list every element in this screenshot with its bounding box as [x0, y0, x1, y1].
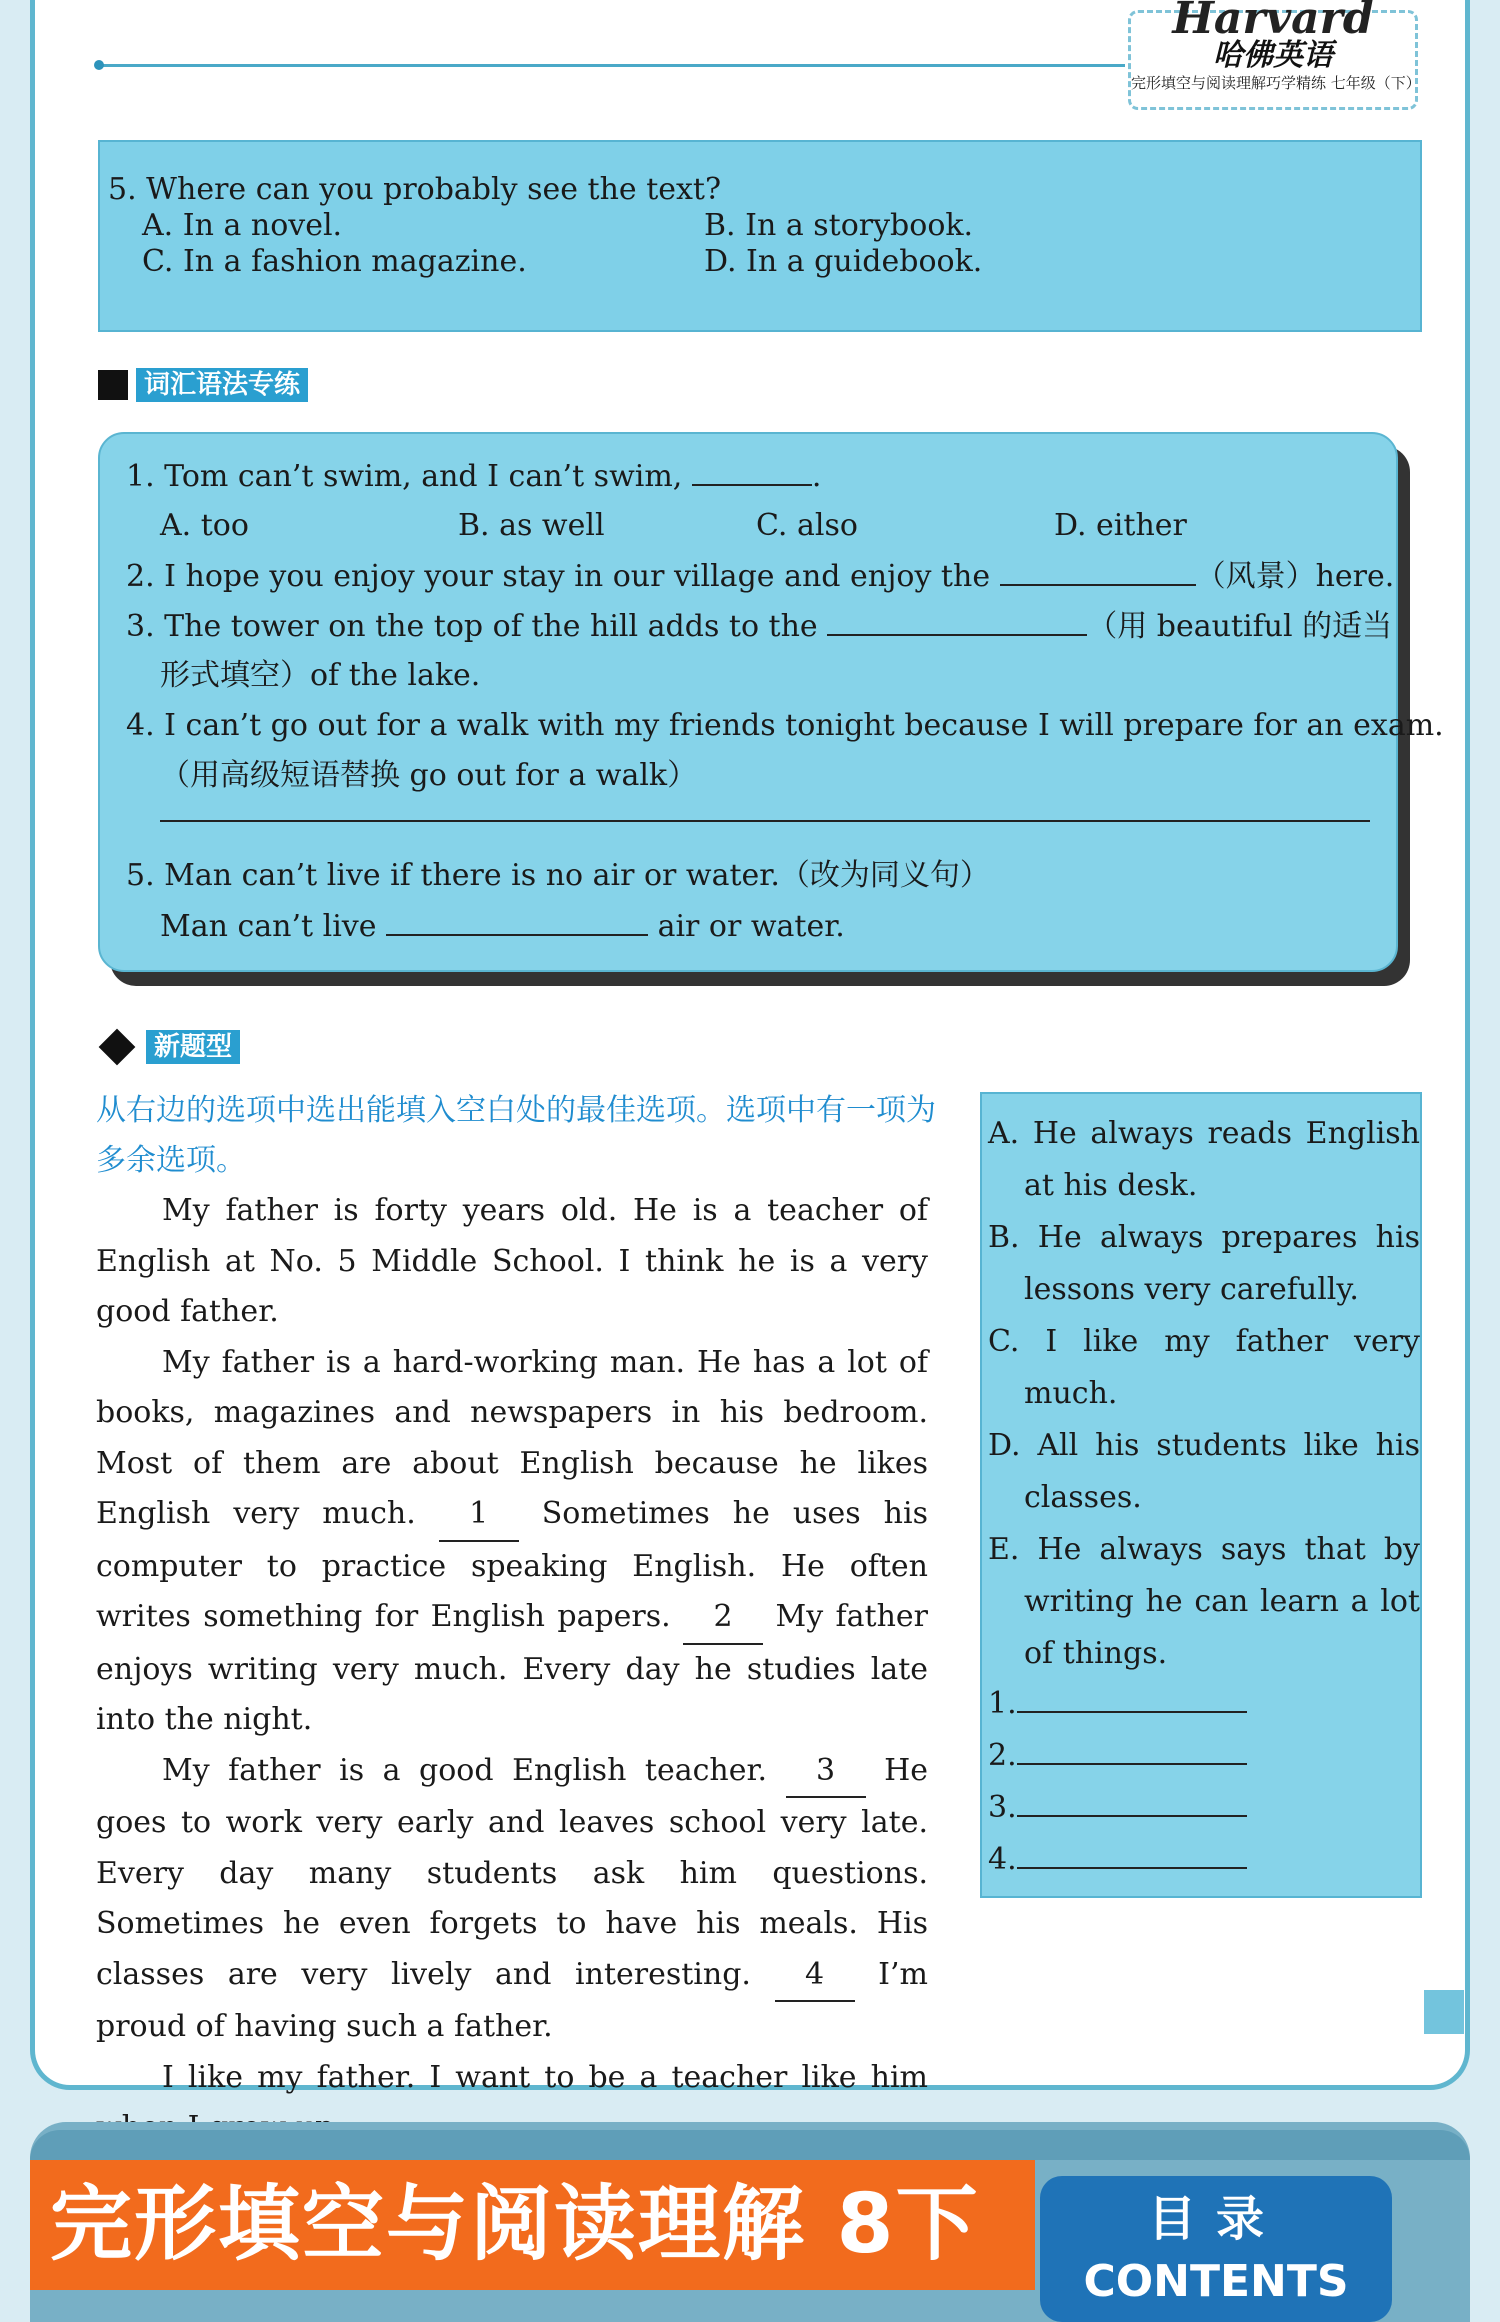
brand-chinese-name: 哈佛英语	[1213, 38, 1333, 73]
vocab-q1-option-a: A. too	[160, 508, 249, 543]
vocab-section-header	[98, 368, 308, 402]
diamond-bullet-icon	[99, 1029, 136, 1066]
question-5-text: 5. Where can you probably see the text?	[108, 172, 722, 207]
vocab-exercise-box	[98, 432, 1444, 972]
vocab-q1-option-d: D. either	[1054, 508, 1187, 543]
option-a: A. He always reads English at his desk.	[988, 1116, 1420, 1203]
q5-option-d: D. In a guidebook.	[704, 244, 983, 279]
option-b: B. He always prepares his lessons very carefully.	[988, 1220, 1420, 1307]
vocab-q1-option-c: C. also	[756, 508, 858, 543]
square-bullet-icon	[98, 370, 128, 400]
passage-blank-3: 3	[786, 1746, 866, 1799]
vocab-q3: 3. The tower on the top of the hill adds to the （用 beautiful 的适当	[126, 606, 1392, 647]
passage-blank-2: 2	[683, 1592, 763, 1645]
banner-strip	[30, 2130, 1470, 2160]
header-rule-dot	[94, 60, 104, 70]
option-d: D. All his students like his classes.	[988, 1428, 1420, 1515]
passage-paragraph-1: My father is forty years old. He is a teacher of English at No. 5 Middle School. I think he is a very good father.	[96, 1193, 928, 1329]
vocab-section-tag: 词汇语法专练	[136, 368, 308, 402]
contents-button[interactable]	[1040, 2176, 1392, 2322]
answer-line-3: 3.	[988, 1790, 1247, 1826]
vocab-q2: 2. I hope you enjoy your stay in our village and enjoy the （风景）here.	[126, 556, 1394, 597]
passage-paragraph-4: I like my father. I want to be a teacher like him	[162, 2059, 928, 2095]
vocab-q5: 5. Man can’t live if there is no air or water.（改为同义句）	[126, 858, 990, 893]
vocab-q1: 1. Tom can’t swim, and I can’t swim, .	[126, 456, 821, 497]
answer-blank	[1000, 556, 1196, 586]
answer-line-2: 2.	[988, 1738, 1247, 1774]
contents-label-en: CONTENTS	[1083, 2256, 1349, 2307]
option-c: C. I like my father very much.	[988, 1324, 1420, 1411]
answer-blank	[827, 606, 1087, 636]
answer-blank	[386, 906, 648, 936]
vocab-q5-answer: Man can’t live air or water.	[160, 906, 845, 947]
answer-line-4: 4.	[988, 1842, 1247, 1878]
answer-blank	[692, 456, 812, 486]
brand-logo: Harvard	[1172, 0, 1374, 44]
question-5-box	[98, 140, 1422, 332]
reading-passage	[96, 1186, 928, 2154]
vocab-q1-option-b: B. as well	[458, 508, 605, 543]
new-type-section-tag: 新题型	[146, 1030, 240, 1064]
q5-option-a: A. In a novel.	[142, 208, 343, 243]
passage-blank-1: 1	[439, 1489, 519, 1542]
vocab-q4-answer-line	[160, 820, 1370, 822]
option-e: E. He always says that by writing he can learn a lot of things.	[988, 1532, 1420, 1671]
vocab-q4: 4. I can’t go out for a walk with my friends tonight because I will prepare for an exam.	[126, 708, 1444, 743]
answer-options-box	[980, 1092, 1422, 1898]
passage-paragraph-2: My father is a hard-working man. He has a lot of books, magazines and newspapers in his bedroom. Most of them are about English because he likes English very much. 1 Sometimes he uses his computer to practice speaking English. He often writes something for English papers. 2 My father enjoys writing very much. Every day he studies late into the night.	[96, 1344, 929, 1737]
brand-subtitle: 完形填空与阅读理解巧学精练 七年级（下）	[1131, 74, 1421, 92]
new-type-section-header	[98, 1030, 240, 1064]
q5-option-c: C. In a fashion magazine.	[142, 244, 527, 279]
passage-paragraph-3: My father is a good English teacher. 3 He goes to work very early and leaves school very late. Every day many students ask him questions. Sometimes he even forgets to have his meals. His classes are very lively and interesting. 4 I’m proud of having such a father.	[96, 1746, 928, 2053]
passage-blank-4: 4	[775, 1950, 855, 2003]
answer-line-1: 1.	[988, 1686, 1247, 1722]
q5-option-b: B. In a storybook.	[704, 208, 974, 243]
vocab-q3-line2: 形式填空）of the lake.	[160, 658, 481, 693]
contents-label-cn: 目录	[1147, 2191, 1284, 2247]
new-type-instruction: 从右边的选项中选出能填入空白处的最佳选项。选项中有一项为多余选项。	[96, 1093, 936, 1178]
vocab-q4-line2: （用高级短语替换 go out for a walk）	[160, 758, 698, 793]
banner-title: 完形填空与阅读理解 8下	[30, 2160, 1035, 2290]
header-rule	[95, 64, 1125, 67]
brand-badge	[1128, 0, 1421, 110]
page-edge-tab	[1424, 1990, 1464, 2034]
